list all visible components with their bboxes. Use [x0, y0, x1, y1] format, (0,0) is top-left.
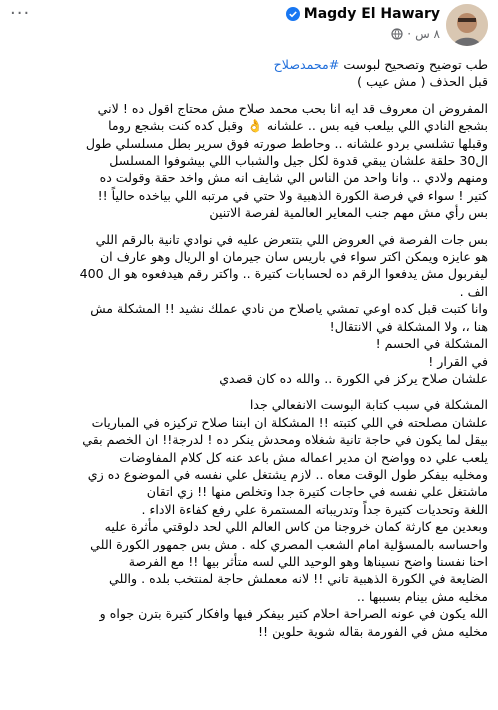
post-line: ومخليه بيفكر طول الوقت معاه .. لازم يشتغل علي نفسه في الموضوع ده زي	[87, 466, 488, 482]
post-line: وانا كتبت قبل كده اوعي تمشي ياصلاح من نادي عملك نشيد !! المشكلة مش	[90, 301, 488, 317]
globe-icon[interactable]	[391, 28, 403, 40]
post-text	[0, 56, 498, 640]
post-line: وبعدين مع كارثة كمان خروجنا من كاس العالم اللي لحد دلوقتي مأثرة عليه	[104, 519, 488, 535]
post-line: واحساسه بالمسؤلية امام الشعب المصري كله . مش بس جمهور الكورة اللي	[90, 536, 488, 552]
post-line: المشكلة في الحسم !	[375, 336, 488, 352]
post-line: علشان مصلحته في اللي كتبته !! المشكلة ان ابننا صلاح تركيزه في المباريات	[91, 414, 488, 430]
post-line: مخليه مش في الفورمة بقاله شوية حلوين !!	[258, 623, 488, 639]
post-line: ومنهم ولادي .. وانا واحد من الناس الي شايف انه مش واخد حقة وقولت ده	[99, 170, 488, 186]
author-name[interactable]: Magdy El Hawary	[303, 6, 440, 22]
post-line: علشان صلاح يركز في الكورة .. والله ده كان قصدي	[219, 370, 488, 386]
post-line: بشجع النادي اللي بيلعب فيه بس .. علشانه 👌 وقبل كده كنت بشجع روما	[108, 118, 488, 134]
post-line: الف .	[459, 283, 488, 299]
paragraph-gap	[8, 387, 488, 396]
post-body	[8, 100, 488, 640]
post-intro-line	[8, 56, 488, 73]
post-intro-note: قبل الحذف ( مش عيب )	[357, 74, 488, 90]
post-line: احنا نفسنا واضح نسيناها وهو الوحيد اللي لسه متأثر بيها !! مع الفرصة	[128, 553, 488, 569]
post-time[interactable]: ٨ س	[415, 27, 440, 41]
post-line: بيقل لما يكون في حاجة تانية شغلاه ومحدش ينكر ده ! لدرجة!! ان الخصم بقي	[82, 432, 488, 448]
post-line: هنا ،، ولا المشكلة في الانتقال!	[329, 318, 488, 334]
post-line: وقبلها تشلسي بردو علشانه .. وحاطط صورته فوق سرير بطل مسلسلي طول	[85, 135, 488, 151]
more-options-button[interactable]: ···	[10, 3, 31, 24]
hashtag-link[interactable]: #محمدصلاح	[273, 57, 340, 72]
post-line: ال30 حلقة علشان يبقي قدوة لكل جيل والشباب اللي بيشوفوا المسلسل	[109, 153, 488, 169]
post-line: ماشتغل علي نفسه في حاجات كتيرة جدا وتخلص منها !! زي اتقان	[146, 484, 488, 500]
post-meta	[391, 27, 440, 41]
post-line: المفروض ان معروف قد ايه انا بحب محمد صلاح مش محتاج اقول ده ! لاني	[97, 100, 488, 116]
verified-badge-icon	[286, 7, 300, 21]
avatar[interactable]	[446, 4, 488, 46]
post-line: المشكلة في سبب كتابة البوست الانفعالي جدا	[249, 397, 488, 413]
paragraph-gap	[8, 222, 488, 231]
post-line: اللغة وتحديات كتيرة جداً وتدريباته المستمرة علي رفع كفاءة الاداء .	[141, 501, 488, 517]
post-line: مخليه مش بينام بسببها ..	[356, 588, 488, 604]
post-line: الضايعة في الكورة الذهبية تاني !! لانه معملش حاجة لمنتخب بلده . واللي	[109, 571, 488, 587]
post-line: كتير ! سواء في فرصة الكورة الذهبية ولا حتي في مرتبه اللي بياخده حالياً !!	[97, 187, 488, 203]
post-line: هو عايزه ويمكن اكتر سواء في باريس سان جيرمان او الريال وهو عارف ان	[99, 249, 488, 265]
paragraph-gap	[8, 91, 488, 100]
intro-text: طب توضيح وتصحيح لبوست	[339, 57, 488, 72]
post-line: بس رأي مش مهم جنب المعاير العالمية لفرصة الاتنين	[209, 205, 488, 221]
meta-separator: ·	[407, 27, 412, 41]
post-line: ليفربول مش يدفعوا الرقم ده لحسابات كتيرة .. واكتر رقم هيدفعوه هو ال 400	[79, 266, 488, 282]
post-header	[0, 0, 498, 56]
author-row	[286, 6, 440, 22]
post-line: في القرار !	[428, 353, 488, 369]
post-line: بس جات الفرصة في العروض اللي بتتعرض عليه في نوادي تانية بالرقم اللي	[95, 231, 488, 247]
post-line: الله يكون في عونه الصراحة احلام كتير بيفكر فيها وافكار كتيرة بترن جواه و	[99, 606, 488, 622]
post-line: يلعب علي ده وواضح ان مدير اعماله مش باعد عنه كل كلام المفاوضات	[119, 449, 488, 465]
